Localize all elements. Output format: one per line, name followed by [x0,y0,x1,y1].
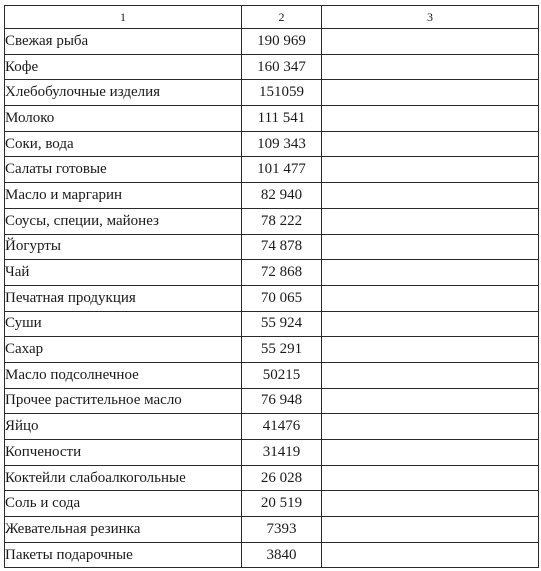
value-cell: 160 347 [242,54,322,80]
data-table [4,5,539,568]
product-name-cell: Кофе [5,54,242,80]
product-name-cell: Свежая рыба [5,29,242,55]
col3-cell [322,183,539,209]
col3-cell [322,337,539,363]
value-cell: 20 519 [242,491,322,517]
table-row [5,311,539,337]
value-cell: 82 940 [242,183,322,209]
product-name-cell: Жевательная резинка [5,517,242,543]
col3-cell [322,542,539,568]
table-row [5,131,539,157]
product-name-cell: Сахар [5,337,242,363]
col3-cell [322,106,539,132]
value-cell: 190 969 [242,29,322,55]
value-cell: 7393 [242,517,322,543]
col3-cell [322,80,539,106]
value-cell: 26 028 [242,465,322,491]
product-name-cell: Соки, вода [5,131,242,157]
col3-cell [322,29,539,55]
value-cell: 72 868 [242,260,322,286]
col3-cell [322,517,539,543]
value-cell: 3840 [242,542,322,568]
col3-cell [322,414,539,440]
header-col-2: 2 [242,6,322,29]
col3-cell [322,465,539,491]
col3-cell [322,157,539,183]
table-row [5,517,539,543]
product-name-cell: Яйцо [5,414,242,440]
product-name-cell: Пакеты подарочные [5,542,242,568]
col3-cell [322,234,539,260]
table-header [5,6,539,29]
product-name-cell: Салаты готовые [5,157,242,183]
col3-cell [322,362,539,388]
table-row [5,80,539,106]
col3-cell [322,311,539,337]
col3-cell [322,388,539,414]
value-cell: 76 948 [242,388,322,414]
product-name-cell: Масло подсолнечное [5,362,242,388]
table-row [5,337,539,363]
header-row [5,6,539,29]
table-row [5,260,539,286]
product-name-cell: Соусы, специи, майонез [5,208,242,234]
product-name-cell: Прочее растительное масло [5,388,242,414]
product-name-cell: Хлебобулочные изделия [5,80,242,106]
value-cell: 55 924 [242,311,322,337]
product-name-cell: Молоко [5,106,242,132]
value-cell: 74 878 [242,234,322,260]
table-row [5,208,539,234]
value-cell: 111 541 [242,106,322,132]
product-name-cell: Копчености [5,440,242,466]
col3-cell [322,285,539,311]
value-cell: 41476 [242,414,322,440]
header-col-3: 3 [322,6,539,29]
product-name-cell: Масло и маргарин [5,183,242,209]
col3-cell [322,208,539,234]
value-cell: 109 343 [242,131,322,157]
table-row [5,106,539,132]
table-row [5,440,539,466]
table-row [5,29,539,55]
table-row [5,542,539,568]
col3-cell [322,260,539,286]
table-row [5,234,539,260]
table-row [5,54,539,80]
table-row [5,183,539,209]
table-row [5,285,539,311]
value-cell: 70 065 [242,285,322,311]
header-col-1: 1 [5,6,242,29]
table-row [5,414,539,440]
table-row [5,362,539,388]
value-cell: 50215 [242,362,322,388]
table-row [5,491,539,517]
col3-cell [322,54,539,80]
product-name-cell: Йогурты [5,234,242,260]
product-name-cell: Печатная продукция [5,285,242,311]
value-cell: 101 477 [242,157,322,183]
table-row [5,465,539,491]
value-cell: 31419 [242,440,322,466]
product-name-cell: Суши [5,311,242,337]
col3-cell [322,440,539,466]
product-name-cell: Коктейли слабоалкогольные [5,465,242,491]
table-row [5,388,539,414]
table-body [5,29,539,568]
value-cell: 55 291 [242,337,322,363]
value-cell: 151059 [242,80,322,106]
table-row [5,157,539,183]
col3-cell [322,131,539,157]
product-name-cell: Чай [5,260,242,286]
product-name-cell: Соль и сода [5,491,242,517]
col3-cell [322,491,539,517]
value-cell: 78 222 [242,208,322,234]
